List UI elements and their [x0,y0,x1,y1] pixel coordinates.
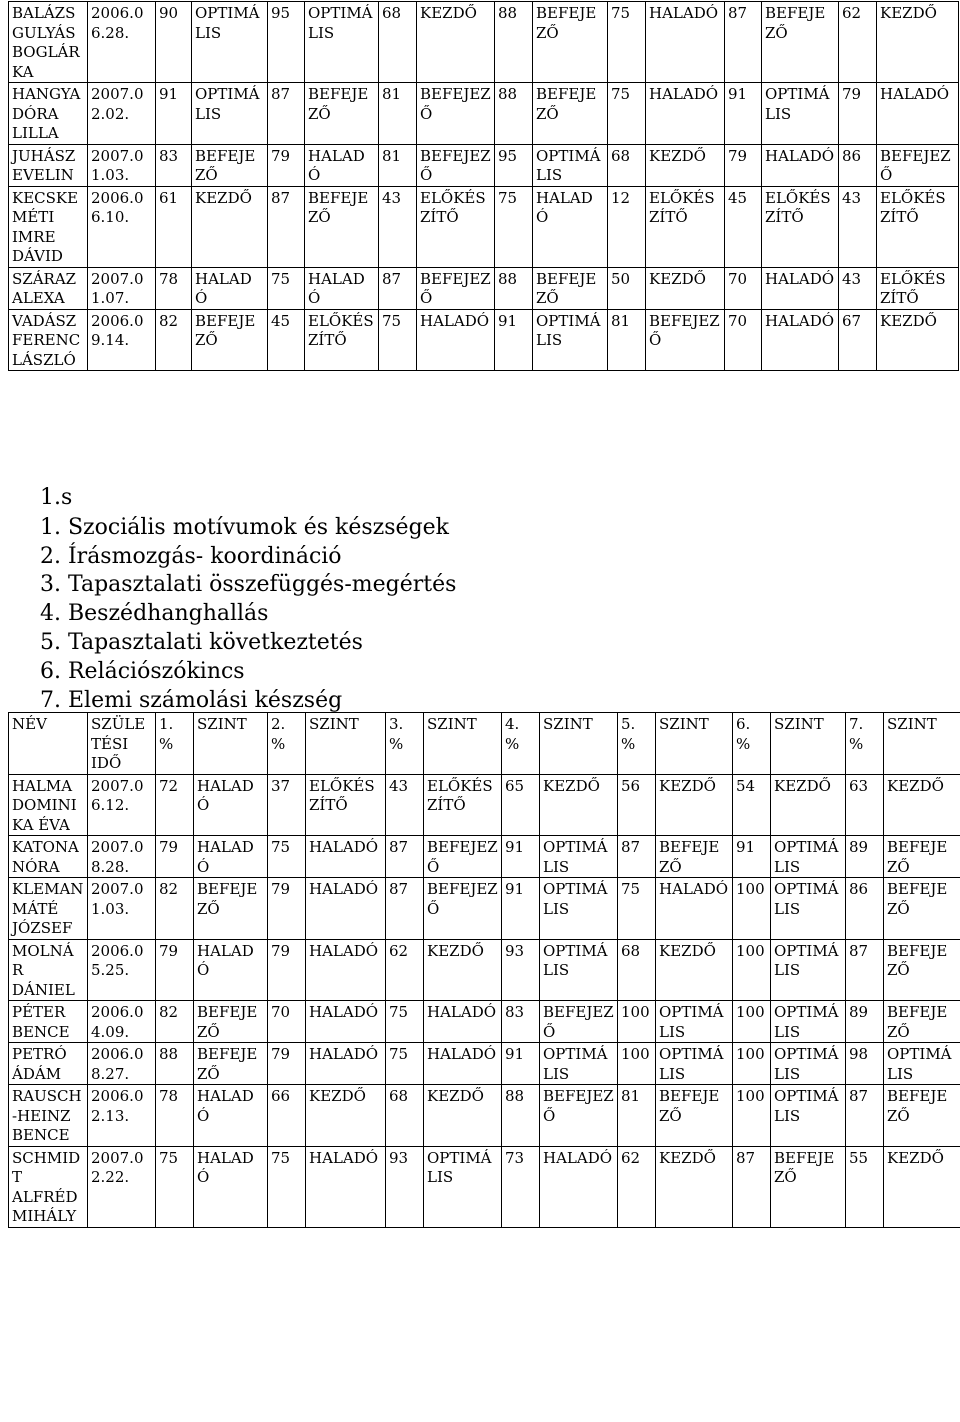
level-cell: HALADÓ [305,144,379,186]
level-cell: BEFEJEZŐ [656,1085,733,1147]
legend-item-4: 4. Beszédhanghallás [40,601,269,627]
student-name-cell: VADÁSZ FERENC LÁSZLÓ [9,309,88,371]
student-name-cell: BALÁZS GULYÁS BOGLÁRKA [9,2,88,83]
legend-item-6: 6. Relációszókincs [40,658,245,684]
level-cell: ELŐKÉSZÍTŐ [417,186,495,267]
percent-cell: 68 [379,2,417,83]
percent-cell: 91 [733,836,771,878]
percent-cell: 61 [156,186,192,267]
level-cell: KEZDŐ [656,939,733,1001]
percent-cell: 86 [839,144,877,186]
percent-cell: 100 [733,1001,771,1043]
percent-cell: 87 [733,1146,771,1227]
student-name-cell: SZÁRAZ ALEXA [9,267,88,309]
level-cell: OPTIMÁLIS [540,1043,618,1085]
level-cell: ELŐKÉSZÍTŐ [646,186,725,267]
level-cell: OPTIMÁLIS [771,1043,846,1085]
level-cell: HALADÓ [877,83,959,145]
level-cell: OPTIMÁLIS [771,878,846,940]
percent-cell: 70 [725,309,762,371]
student-name-cell: MOLNÁR DÁNIEL [9,939,88,1001]
level-cell: HALADÓ [305,267,379,309]
level-cell: BEFEJEZŐ [533,83,608,145]
percent-cell: 68 [618,939,656,1001]
percent-cell: 81 [379,144,417,186]
percent-cell: 75 [608,2,646,83]
level-cell: KEZDŐ [877,2,959,83]
student-name-cell: PÉTER BENCE [9,1001,88,1043]
birth-date-cell: 2006.06.10. [88,186,156,267]
level-cell: HALADÓ [306,836,386,878]
level-cell: KEZDŐ [192,186,268,267]
level-cell: BEFEJEZŐ [194,1001,268,1043]
student-name-cell: SCHMIDT ALFRÉD MIHÁLY [9,1146,88,1227]
results-table-bottom-body [9,774,960,1227]
percent-cell: 87 [379,267,417,309]
percent-cell: 50 [608,267,646,309]
header-name: NÉV [9,713,88,775]
level-cell: BEFEJEZŐ [762,2,839,83]
level-cell: OPTIMÁLIS [771,836,846,878]
percent-cell: 78 [156,267,192,309]
birth-date-cell: 2007.02.22. [88,1146,156,1227]
header-pct-5: 5. % [618,713,656,775]
header-level-7: SZINT [884,713,960,775]
percent-cell: 68 [386,1085,424,1147]
percent-cell: 87 [268,186,305,267]
percent-cell: 79 [839,83,877,145]
percent-cell: 91 [725,83,762,145]
percent-cell: 87 [725,2,762,83]
level-cell: HALADÓ [194,1085,268,1147]
percent-cell: 91 [495,309,533,371]
percent-cell: 100 [618,1043,656,1085]
percent-cell: 75 [156,1146,194,1227]
percent-cell: 100 [733,1043,771,1085]
birth-date-cell: 2007.01.03. [88,878,156,940]
level-cell: BEFEJEZŐ [424,836,502,878]
percent-cell: 75 [386,1001,424,1043]
level-cell: BEFEJEZŐ [424,878,502,940]
student-name-cell: RAUSCH-HEINZ BENCE [9,1085,88,1147]
percent-cell: 100 [733,1085,771,1147]
percent-cell: 90 [156,2,192,83]
birth-date-cell: 2006.02.13. [88,1085,156,1147]
level-cell: HALADÓ [424,1001,502,1043]
level-cell: OPTIMÁLIS [192,83,268,145]
percent-cell: 72 [156,774,194,836]
birth-date-cell: 2006.09.14. [88,309,156,371]
percent-cell: 81 [618,1085,656,1147]
skill-legend [40,484,456,715]
percent-cell: 91 [502,1043,540,1085]
birth-date-cell: 2006.06.28. [88,2,156,83]
table-row [9,144,959,186]
percent-cell: 79 [268,939,306,1001]
level-cell: HALADÓ [540,1146,618,1227]
percent-cell: 62 [618,1146,656,1227]
level-cell: OPTIMÁLIS [656,1001,733,1043]
level-cell: HALADÓ [306,1001,386,1043]
level-cell: HALADÓ [646,83,725,145]
level-cell: OPTIMÁLIS [884,1043,960,1085]
level-cell: KEZDŐ [884,774,960,836]
percent-cell: 56 [618,774,656,836]
percent-cell: 82 [156,309,192,371]
table-row [9,83,959,145]
level-cell: KEZDŐ [424,939,502,1001]
table-row [9,267,959,309]
percent-cell: 91 [502,878,540,940]
header-pct-6: 6. % [733,713,771,775]
percent-cell: 73 [502,1146,540,1227]
percent-cell: 54 [733,774,771,836]
percent-cell: 75 [495,186,533,267]
results-table-top-body [9,2,959,371]
birth-date-cell: 2006.05.25. [88,939,156,1001]
percent-cell: 88 [502,1085,540,1147]
table-row [9,939,960,1001]
percent-cell: 45 [268,309,305,371]
birth-date-cell: 2007.08.28. [88,836,156,878]
percent-cell: 86 [846,878,884,940]
level-cell: BEFEJEZŐ [540,1085,618,1147]
percent-cell: 43 [379,186,417,267]
table-row [9,1001,960,1043]
level-cell: HALADÓ [306,939,386,1001]
level-cell: BEFEJEZŐ [533,2,608,83]
percent-cell: 75 [379,309,417,371]
percent-cell: 45 [725,186,762,267]
percent-cell: 93 [386,1146,424,1227]
level-cell: BEFEJEZŐ [194,1043,268,1085]
student-name-cell: KLEMAN MÁTÉ JÓZSEF [9,878,88,940]
percent-cell: 87 [386,878,424,940]
header-level-4: SZINT [540,713,618,775]
table-row [9,1043,960,1085]
header-level-2: SZINT [306,713,386,775]
percent-cell: 87 [386,836,424,878]
percent-cell: 81 [379,83,417,145]
table-row [9,774,960,836]
percent-cell: 62 [839,2,877,83]
level-cell: OPTIMÁLIS [771,1001,846,1043]
level-cell: HALADÓ [306,1043,386,1085]
level-cell: HALADÓ [194,1146,268,1227]
level-cell: KEZDŐ [646,144,725,186]
level-cell: ELŐKÉSZÍTŐ [877,267,959,309]
level-cell: HALADÓ [656,878,733,940]
level-cell: BEFEJEZŐ [656,836,733,878]
level-cell: ELŐKÉSZÍTŐ [762,186,839,267]
header-level-3: SZINT [424,713,502,775]
percent-cell: 43 [839,186,877,267]
percent-cell: 70 [725,267,762,309]
level-cell: OPTIMÁLIS [192,2,268,83]
percent-cell: 79 [725,144,762,186]
percent-cell: 91 [156,83,192,145]
results-table-top [8,1,959,371]
level-cell: KEZDŐ [877,309,959,371]
header-level-5: SZINT [656,713,733,775]
student-name-cell: JUHÁSZ EVELIN [9,144,88,186]
percent-cell: 79 [156,939,194,1001]
level-cell: HALADÓ [194,774,268,836]
level-cell: BEFEJEZŐ [646,309,725,371]
header-pct-4: 4. % [502,713,540,775]
legend-item-5: 5. Tapasztalati következtetés [40,629,363,655]
results-table-bottom [8,712,960,1228]
level-cell: HALADÓ [417,309,495,371]
percent-cell: 79 [268,144,305,186]
percent-cell: 55 [846,1146,884,1227]
table-row [9,186,959,267]
level-cell: HALADÓ [424,1043,502,1085]
student-name-cell: KECSKEMÉTI IMRE DÁVID [9,186,88,267]
level-cell: OPTIMÁLIS [424,1146,502,1227]
level-cell: BEFEJEZŐ [192,144,268,186]
percent-cell: 91 [502,836,540,878]
table-row [9,1146,960,1227]
header-level-6: SZINT [771,713,846,775]
percent-cell: 37 [268,774,306,836]
level-cell: KEZDŐ [540,774,618,836]
percent-cell: 65 [502,774,540,836]
level-cell: BEFEJEZŐ [417,267,495,309]
legend-item-1: 1. Szociális motívumok és készségek [40,514,450,540]
level-cell: BEFEJEZŐ [417,144,495,186]
level-cell: HALADÓ [192,267,268,309]
student-name-cell: KATONA NÓRA [9,836,88,878]
percent-cell: 88 [495,267,533,309]
level-cell: KEZDŐ [656,1146,733,1227]
percent-cell: 68 [608,144,646,186]
header-pct-2: 2. % [268,713,306,775]
level-cell: HALADÓ [646,2,725,83]
percent-cell: 95 [495,144,533,186]
legend-heading: 1.s [40,485,73,510]
percent-cell: 100 [733,939,771,1001]
level-cell: KEZDŐ [656,774,733,836]
percent-cell: 79 [268,878,306,940]
level-cell: BEFEJEZŐ [305,83,379,145]
header-pct-3: 3. % [386,713,424,775]
legend-item-2: 2. Írásmozgás- koordináció [40,543,342,569]
percent-cell: 82 [156,878,194,940]
level-cell: OPTIMÁLIS [762,83,839,145]
level-cell: HALADÓ [762,144,839,186]
level-cell: OPTIMÁLIS [533,144,608,186]
percent-cell: 75 [618,878,656,940]
level-cell: OPTIMÁLIS [771,1085,846,1147]
level-cell: HALADÓ [762,267,839,309]
birth-date-cell: 2007.06.12. [88,774,156,836]
percent-cell: 63 [846,774,884,836]
legend-item-7: 7. Elemi számolási készség [40,687,343,713]
level-cell: BEFEJEZŐ [533,267,608,309]
percent-cell: 75 [386,1043,424,1085]
percent-cell: 89 [846,1001,884,1043]
table-row [9,2,959,83]
level-cell: OPTIMÁLIS [305,2,379,83]
level-cell: BEFEJEZŐ [540,1001,618,1043]
percent-cell: 83 [502,1001,540,1043]
percent-cell: 100 [733,878,771,940]
percent-cell: 93 [502,939,540,1001]
birth-date-cell: 2007.02.02. [88,83,156,145]
percent-cell: 98 [846,1043,884,1085]
percent-cell: 89 [846,836,884,878]
percent-cell: 79 [268,1043,306,1085]
level-cell: KEZDŐ [646,267,725,309]
percent-cell: 66 [268,1085,306,1147]
percent-cell: 87 [846,939,884,1001]
percent-cell: 87 [268,83,305,145]
level-cell: HALADÓ [306,1146,386,1227]
level-cell: OPTIMÁLIS [540,836,618,878]
percent-cell: 67 [839,309,877,371]
level-cell: HALADÓ [762,309,839,371]
level-cell: BEFEJEZŐ [771,1146,846,1227]
table-row [9,1085,960,1147]
header-birth-date: SZÜLETÉSI IDŐ [88,713,156,775]
header-pct-1: 1. % [156,713,194,775]
percent-cell: 75 [608,83,646,145]
level-cell: BEFEJEZŐ [305,186,379,267]
level-cell: ELŐKÉSZÍTŐ [424,774,502,836]
level-cell: HALADÓ [533,186,608,267]
level-cell: ELŐKÉSZÍTŐ [306,774,386,836]
birth-date-cell: 2007.01.07. [88,267,156,309]
legend-item-3: 3. Tapasztalati összefüggés-megértés [40,572,457,598]
level-cell: HALADÓ [194,939,268,1001]
level-cell: OPTIMÁLIS [656,1043,733,1085]
level-cell: BEFEJEZŐ [884,1001,960,1043]
percent-cell: 87 [846,1085,884,1147]
student-name-cell: HANGYA DÓRA LILLA [9,83,88,145]
percent-cell: 100 [618,1001,656,1043]
table-row [9,878,960,940]
percent-cell: 75 [268,1146,306,1227]
percent-cell: 70 [268,1001,306,1043]
level-cell: OPTIMÁLIS [540,939,618,1001]
percent-cell: 88 [495,2,533,83]
header-level-1: SZINT [194,713,268,775]
birth-date-cell: 2007.01.03. [88,144,156,186]
level-cell: BEFEJEZŐ [194,878,268,940]
percent-cell: 81 [608,309,646,371]
percent-cell: 87 [618,836,656,878]
level-cell: KEZDŐ [884,1146,960,1227]
header-pct-7: 7. % [846,713,884,775]
level-cell: KEZDŐ [424,1085,502,1147]
table-header-row [9,713,960,775]
level-cell: OPTIMÁLIS [533,309,608,371]
student-name-cell: HALMA DOMINIKA ÉVA [9,774,88,836]
student-name-cell: PETRÓ ÁDÁM [9,1043,88,1085]
level-cell: BEFEJEZŐ [417,83,495,145]
percent-cell: 75 [268,267,305,309]
level-cell: KEZDŐ [417,2,495,83]
percent-cell: 62 [386,939,424,1001]
level-cell: ELŐKÉSZÍTŐ [305,309,379,371]
percent-cell: 78 [156,1085,194,1147]
percent-cell: 95 [268,2,305,83]
level-cell: BEFEJEZŐ [884,939,960,1001]
level-cell: KEZDŐ [306,1085,386,1147]
level-cell: OPTIMÁLIS [771,939,846,1001]
percent-cell: 83 [156,144,192,186]
percent-cell: 88 [495,83,533,145]
level-cell: BEFEJEZŐ [884,1085,960,1147]
level-cell: BEFEJEZŐ [884,878,960,940]
level-cell: BEFEJEZŐ [877,144,959,186]
percent-cell: 88 [156,1043,194,1085]
birth-date-cell: 2006.08.27. [88,1043,156,1085]
percent-cell: 12 [608,186,646,267]
table-row [9,836,960,878]
level-cell: BEFEJEZŐ [884,836,960,878]
percent-cell: 82 [156,1001,194,1043]
table-row [9,309,959,371]
percent-cell: 79 [156,836,194,878]
level-cell: KEZDŐ [771,774,846,836]
level-cell: ELŐKÉSZÍTŐ [877,186,959,267]
level-cell: BEFEJEZŐ [192,309,268,371]
level-cell: HALADÓ [306,878,386,940]
level-cell: HALADÓ [194,836,268,878]
birth-date-cell: 2006.04.09. [88,1001,156,1043]
percent-cell: 75 [268,836,306,878]
level-cell: OPTIMÁLIS [540,878,618,940]
percent-cell: 43 [386,774,424,836]
percent-cell: 43 [839,267,877,309]
